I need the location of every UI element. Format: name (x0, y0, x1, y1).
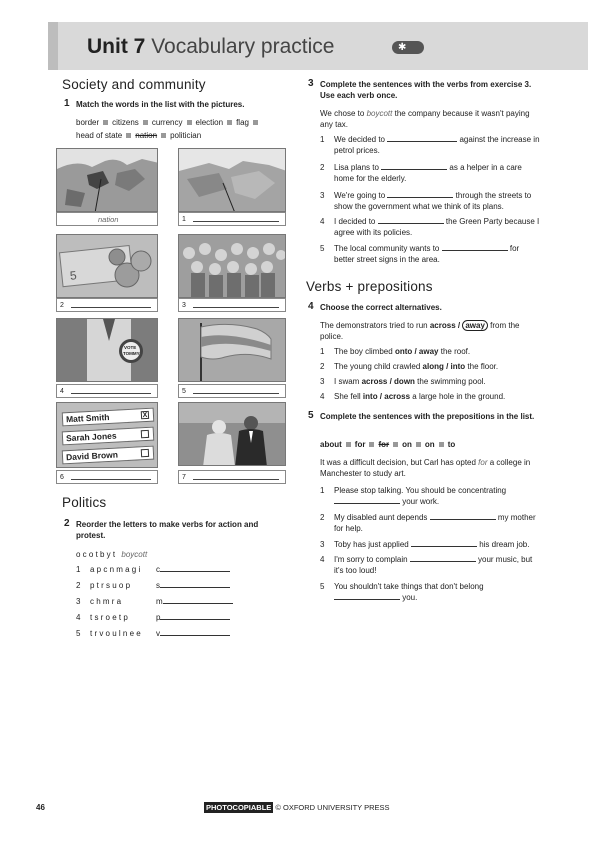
circled-option: away (462, 320, 488, 331)
item-number: 3 (320, 540, 325, 549)
exercise-number: 1 (64, 98, 70, 109)
sentence-part: as a helper in a care home for the elderly. (334, 163, 522, 183)
item-number: 5 (76, 629, 81, 638)
square-bullet-icon (369, 442, 374, 447)
answer-line (71, 307, 151, 308)
item-number: 3 (320, 191, 325, 200)
item-number: 4 (320, 392, 325, 401)
first-letter: m (156, 597, 163, 606)
candidate-name: David Brown (65, 449, 119, 463)
ballot-checkbox-checked: X (142, 411, 148, 420)
sentence-part: my mother for help. (334, 513, 536, 533)
exercise-4-item (320, 346, 540, 357)
ballot-checkbox (141, 430, 149, 438)
option: across (429, 321, 456, 330)
answer-blank[interactable] (430, 512, 496, 520)
exercise-3-item (320, 134, 540, 156)
answer-blank[interactable] (160, 612, 230, 620)
square-bullet-icon (346, 442, 351, 447)
candidate-name: Sarah Jones (65, 430, 117, 444)
page-number: 46 (36, 803, 45, 812)
item-number: 1 (320, 486, 325, 495)
item-number: 5 (320, 244, 325, 253)
item-number: 1 (320, 135, 325, 144)
badge-vote-label: VOTE (124, 345, 137, 350)
flag-image (179, 319, 286, 382)
word: citizens (112, 118, 139, 127)
publisher-label: © OXFORD UNIVERSITY PRESS (275, 803, 390, 812)
caption-box-2 (56, 298, 158, 312)
exercise-3-instruction (308, 78, 540, 101)
difficulty-star-icon: ✱ (392, 41, 424, 54)
item-number: 4 (76, 613, 81, 622)
page-title (87, 35, 334, 59)
answer-blank[interactable] (160, 580, 230, 588)
first-letter: s (156, 581, 160, 590)
exercise-number: 3 (308, 78, 314, 89)
caption-number: 2 (60, 302, 64, 309)
item-number: 3 (320, 377, 325, 386)
item-number: 4 (320, 555, 325, 564)
item-number: 2 (76, 581, 81, 590)
scrambled-letters: c h m r a (90, 597, 122, 606)
sentence-part: a large hole in the ground. (412, 392, 506, 401)
exercise-2-item (76, 564, 240, 575)
word-list-1 (76, 116, 286, 142)
photocopiable-label: PHOTOCOPIABLE (206, 803, 272, 812)
option-choice[interactable]: into / across (362, 392, 411, 401)
square-bullet-icon (253, 120, 258, 125)
answer-line (193, 221, 279, 222)
answer-blank[interactable] (334, 592, 400, 600)
answer-line (71, 393, 151, 394)
word-used: nation (135, 131, 158, 140)
picture-border-map (178, 148, 286, 212)
sentence-part: against the increase in petrol prices. (334, 135, 540, 155)
instruction-text: Match the words in the list with the pictures. (76, 100, 245, 109)
ballot-row (62, 446, 155, 465)
section-title-society: Society and community (62, 77, 206, 92)
sentence-part: for better street signs in the area. (334, 244, 520, 264)
exercise-1-instruction (64, 98, 276, 111)
picture-flag (178, 318, 286, 382)
exercise-2-example (76, 549, 147, 560)
answer-blank[interactable] (411, 539, 477, 547)
section-title-politics: Politics (62, 495, 107, 510)
picture-election-ballot (56, 402, 158, 468)
exercise-4-item (320, 376, 540, 387)
unit-label: Unit 7 (87, 35, 146, 58)
exercise-3-item (320, 190, 540, 212)
answer-line (71, 479, 151, 480)
candidate-name: Matt Smith (65, 411, 110, 425)
item-number: 2 (320, 163, 325, 172)
exercise-2-instruction (64, 518, 276, 541)
sentence-part: the Green Party because I agree with its policies. (334, 217, 540, 237)
square-bullet-icon (416, 442, 421, 447)
exercise-number: 4 (308, 301, 314, 312)
answer-line (193, 307, 279, 308)
square-bullet-icon (103, 120, 108, 125)
caption-number: 1 (182, 216, 186, 223)
word-list-5 (320, 438, 540, 451)
sentence-part: The boy climbed (334, 347, 393, 356)
scrambled-letters: t s r o e t p (90, 613, 128, 622)
svg-text:5: 5 (69, 268, 78, 283)
word: head of state (76, 131, 123, 140)
answer-blank[interactable] (334, 496, 400, 504)
sentence-part: The young child crawled (334, 362, 421, 371)
answer-blank[interactable] (160, 628, 230, 636)
square-bullet-icon (393, 442, 398, 447)
option-choice[interactable]: across / down (361, 377, 415, 386)
square-bullet-icon (439, 442, 444, 447)
answer-blank[interactable] (410, 554, 476, 562)
sentence-part: the company because it wasn't paying any tax. (320, 109, 530, 129)
sentence-part: the swimming pool. (417, 377, 486, 386)
instruction-text: Complete the sentences with the prepositions in the list. (320, 412, 535, 421)
ballot-checkbox (141, 449, 149, 457)
ballot-row (62, 427, 155, 446)
answer-blank[interactable] (378, 216, 444, 224)
word: election (195, 118, 224, 127)
exercise-5-example (320, 457, 542, 479)
word: to (447, 440, 456, 449)
example-answer: nation (98, 215, 119, 224)
exercise-number: 5 (308, 410, 314, 421)
sentence-part: you. (402, 593, 418, 602)
head-of-state-image (179, 403, 286, 466)
square-bullet-icon (143, 120, 148, 125)
currency-image (57, 235, 158, 298)
caption-box-5 (178, 384, 286, 398)
item-number: 5 (320, 582, 325, 591)
caption-box-3 (178, 298, 286, 312)
sentence-part: Toby has just applied (334, 540, 409, 549)
square-bullet-icon (227, 120, 232, 125)
answer-line (193, 393, 279, 394)
exercise-5-item (320, 581, 540, 603)
option-choice[interactable]: onto / away (394, 347, 439, 356)
first-letter: p (156, 613, 161, 622)
sentence-part: your music, but it's too loud! (334, 555, 533, 575)
sentence-part: The demonstrators tried to run (320, 321, 428, 330)
instruction-text: Reorder the letters to make verbs for action and protest. (76, 520, 259, 540)
square-bullet-icon (126, 133, 131, 138)
item-number: 1 (76, 565, 81, 574)
answer-blank[interactable] (381, 162, 447, 170)
item-number: 2 (320, 513, 325, 522)
word: currency (151, 118, 183, 127)
exercise-4-item (320, 391, 540, 402)
sentence-part: from the police. (320, 321, 520, 341)
answer-blank[interactable] (160, 564, 230, 572)
picture-currency (56, 234, 158, 298)
sentence-part: We're going to (334, 191, 386, 200)
answer-blank[interactable] (163, 596, 233, 604)
exercise-5-item (320, 485, 540, 507)
sentence-part: The local community wants to (334, 244, 440, 253)
badge-tommy-label: TOMMY (123, 351, 140, 356)
sentence-part: I decided to (334, 217, 376, 226)
exercise-2-item (76, 628, 240, 639)
word: flag (236, 118, 249, 127)
sentence-part: I swam (334, 377, 360, 386)
picture-politician (56, 318, 158, 382)
option-choice[interactable]: along / into (422, 362, 466, 371)
sentence-part: a college in Manchester to study art. (320, 458, 531, 478)
politician-image (57, 319, 158, 382)
caption-number: 7 (182, 474, 186, 481)
exercise-2-item (76, 612, 240, 623)
sentence-part: I'm sorry to complain (334, 555, 408, 564)
sentence-part: My disabled aunt depends (334, 513, 428, 522)
picture-head-of-state (178, 402, 286, 466)
answer-blank[interactable] (387, 190, 453, 198)
caption-number: 6 (60, 474, 64, 481)
map-image (57, 149, 158, 212)
first-letter: v (156, 629, 160, 638)
title-text: Vocabulary practice (151, 35, 335, 58)
square-bullet-icon (161, 133, 166, 138)
exercise-4-example: The demonstrators tried to run across / away from the police. (320, 321, 520, 341)
section-title-verbs-prepositions: Verbs + prepositions (306, 279, 433, 294)
sentence-part: the roof. (440, 347, 471, 356)
item-number: 2 (320, 362, 325, 371)
exercise-5-item (320, 512, 540, 534)
answer-line (193, 479, 279, 480)
exercise-4-instruction (308, 301, 540, 314)
sentence-part: We chose to (320, 109, 365, 118)
caption-box-example (56, 212, 158, 226)
exercise-3-example (320, 108, 540, 130)
sentence-part: the floor. (467, 362, 499, 371)
word: politician (170, 131, 202, 140)
item-number: 4 (320, 217, 325, 226)
square-bullet-icon (187, 120, 192, 125)
word-used: for (378, 440, 390, 449)
example-answer: for (478, 458, 488, 467)
sentence-part: It was a difficult decision, but Carl has opted (320, 458, 476, 467)
picture-citizens (178, 234, 286, 298)
sentence-part: You shouldn't take things that don't belong (334, 582, 484, 591)
exercise-2-item (76, 596, 240, 607)
example-answer: boycott (121, 550, 148, 559)
sentence-part: his dream job. (479, 540, 530, 549)
map-border-image (179, 149, 286, 212)
exercise-2-item (76, 580, 240, 591)
word: on (424, 440, 435, 449)
instruction-text: Complete the sentences with the verbs from exercise 3. Use each verb once. (320, 80, 532, 100)
header-accent (48, 22, 58, 70)
item-number: 1 (320, 347, 325, 356)
caption-number: 5 (182, 388, 186, 395)
first-letter: c (156, 565, 160, 574)
scrambled-letters: a p c n m a g i (90, 565, 141, 574)
caption-number: 3 (182, 302, 186, 309)
sentence-part: We decided to (334, 135, 385, 144)
exercise-5-item (320, 539, 540, 550)
answer-blank[interactable] (387, 134, 457, 142)
word: about (320, 440, 342, 449)
instruction-text: Choose the correct alternatives. (320, 303, 442, 312)
ballot-row (62, 408, 155, 427)
exercise-3-item (320, 216, 540, 238)
scrambled-letters: t r v o u l n e e (90, 629, 141, 638)
caption-box-7 (178, 470, 286, 484)
exercise-5-instruction (308, 410, 540, 423)
word: on (402, 440, 412, 449)
word: for (354, 440, 366, 449)
caption-number: 4 (60, 388, 64, 395)
caption-box-6 (56, 470, 158, 484)
crowd-image (179, 235, 286, 298)
sentence-part: She fell (334, 392, 361, 401)
sentence-part: Please stop talking. You should be concentrating (334, 486, 507, 495)
picture-europe-map-nation (56, 148, 158, 212)
sentence-part: Lisa plans to (334, 163, 379, 172)
scrambled-letters: p t r s u o p (90, 581, 131, 590)
example-answer: boycott (366, 109, 393, 118)
sentence-part: through the streets to show the government what we think of its plans. (334, 191, 532, 211)
scrambled-letters: o c o t b y t (76, 550, 116, 559)
exercise-3-item (320, 243, 540, 265)
item-number: 3 (76, 597, 81, 606)
exercise-number: 2 (64, 518, 70, 529)
caption-box-1 (178, 212, 286, 226)
exercise-5-item (320, 554, 540, 576)
caption-box-4 (56, 384, 158, 398)
answer-blank[interactable] (442, 243, 508, 251)
word: border (76, 118, 100, 127)
exercise-4-item (320, 361, 540, 372)
exercise-3-item (320, 162, 540, 184)
footer-credit (204, 803, 390, 812)
sentence-part: your work. (402, 497, 440, 506)
